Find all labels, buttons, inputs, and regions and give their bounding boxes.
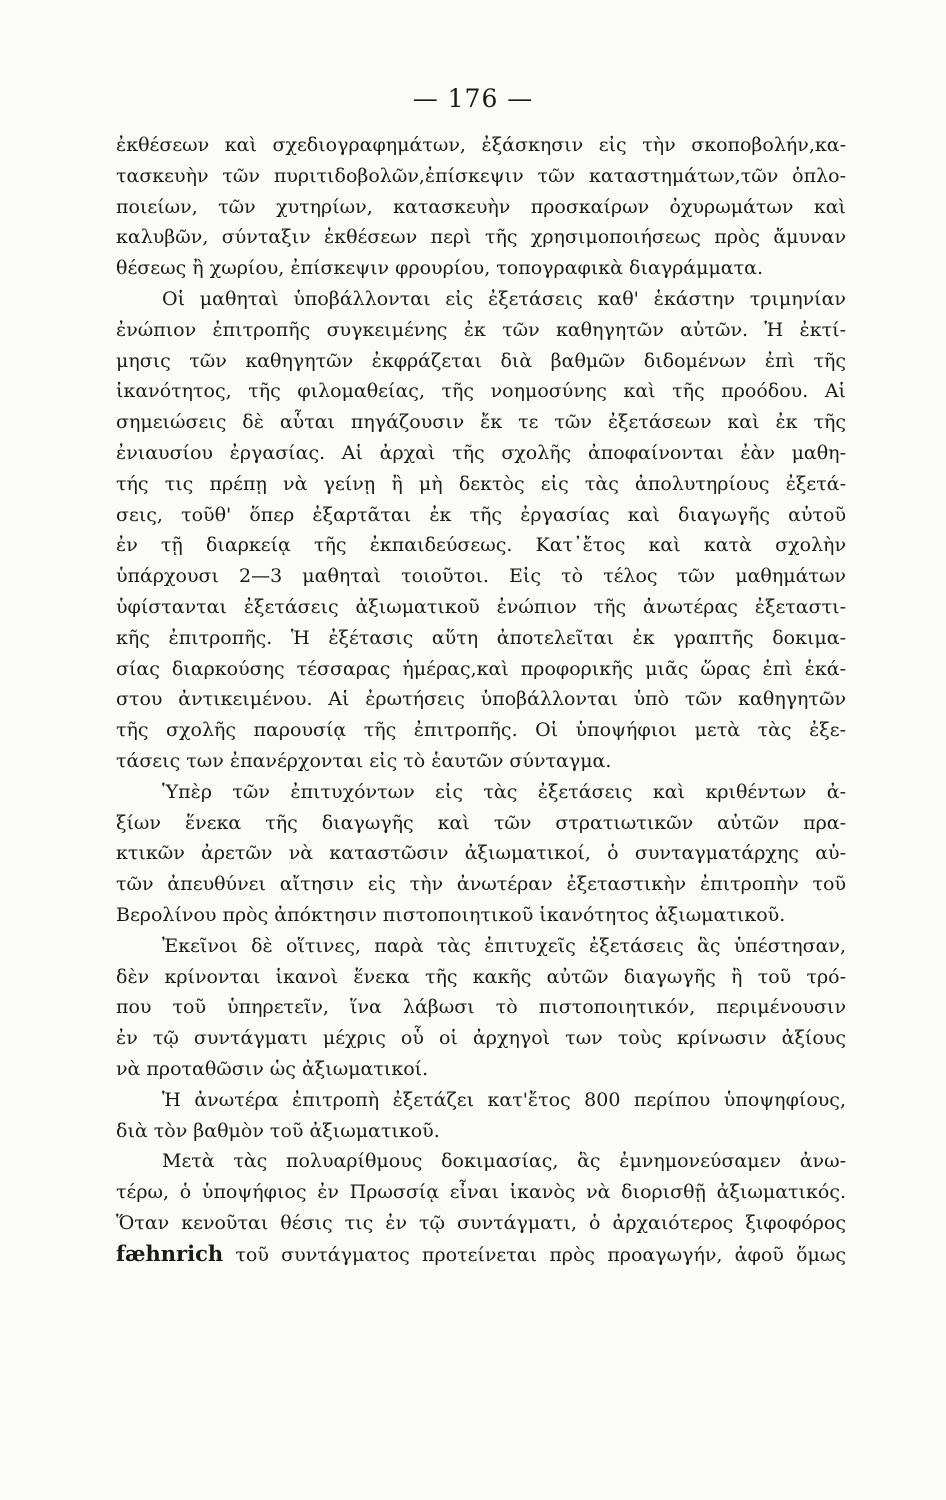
page-number: — 176 — [412, 84, 534, 113]
paragraph-start-line: Ὑπὲρ τῶν ἐπιτυχόντων εἰς τὰς ἐξετάσεις καὶ κριθέντων ἀ- [162, 780, 846, 803]
text-line: ὑφίστανται ἐξετάσεις ἀξιωματικοῦ ἐνώπιον τῆς ἀνωτέρας ἐξεταστι- [116, 595, 846, 618]
text-line: ἱκανότητος, τῆς φιλομαθείας, τῆς νοημοσύνης καὶ τῆς προόδου. Αἱ [116, 380, 846, 403]
final-text-line [116, 1239, 846, 1270]
paragraph-start-line: Μετὰ τὰς πολυαρίθμους δοκιμασίας, ἃς ἐμνημονεύσαμεν ἀνω- [162, 1150, 846, 1173]
text-line: τασκευὴν τῶν πυριτιδοβολῶν,ἐπίσκεψιν τῶν καταστημάτων,τῶν ὁπλο- [116, 164, 846, 187]
text-line: τής τις πρέπῃ νὰ γείνῃ ἢ μὴ δεκτὸς εἰς τὰς ἀπολυτηρίους ἐξετά- [116, 472, 846, 495]
text-line: ἐνιαυσίου ἐργασίας. Αἱ ἀρχαὶ τῆς σχολῆς ἀποφαίνονται ἐὰν μαθη- [116, 441, 846, 464]
text-line: διὰ τὸν βαθμὸν τοῦ ἀξιωματικοῦ. [116, 1119, 440, 1142]
text-line: δὲν κρίνονται ἱκανοὶ ἕνεκα τῆς κακῆς αὐτῶν διαγωγῆς ἢ τοῦ τρό- [116, 965, 846, 988]
text-line: ἐκθέσεων καὶ σχεδιογραφημάτων, ἐξάσκησιν εἰς τὴν σκοποβολήν,κα- [116, 134, 846, 156]
text-line: ξίων ἕνεκα τῆς διαγωγῆς καὶ τῶν στρατιωτικῶν αὐτῶν πρα- [116, 811, 846, 834]
text-line: νὰ προταθῶσιν ὡς ἀξιωματικοί. [116, 1057, 429, 1080]
body-text [116, 130, 846, 1269]
text-line: τέρω, ὁ ὑποψήφιος ἐν Πρωσσίᾳ εἶναι ἱκανὸς νὰ διορισθῇ ἀξιωματικός. [116, 1181, 846, 1204]
text-line: μησις τῶν καθηγητῶν ἐκφράζεται διὰ βαθμῶν διδομένων ἐπὶ τῆς [116, 349, 846, 372]
text-line: θέσεως ἢ χωρίου, ἐπίσκεψιν φρουρίου, τοπογραφικὰ διαγράμματα. [116, 257, 764, 280]
latin-word: fæhnrich [116, 1240, 224, 1266]
text-line: κῆς ἐπιτροπῆς. Ἡ ἐξέτασις αὕτη ἀποτελεῖται ἐκ γραπτῆς δοκιμα- [116, 626, 846, 649]
text-line: Ὅταν κενοῦται θέσις τις ἐν τῷ συντάγματι, ὁ ἀρχαιότερος ξιφοφόρος [116, 1211, 846, 1234]
paragraph-start-line: Οἱ μαθηταὶ ὑποβάλλονται εἰς ἐξετάσεις καθ' ἑκάστην τριμηνίαν [162, 287, 846, 310]
text-line: που τοῦ ὑπηρετεῖν, ἵνα λάβωσι τὸ πιστοποιητικόν, περιμένουσιν [116, 996, 846, 1019]
text-line: τῶν ἀπευθύνει αἴτησιν εἰς τὴν ἀνωτέραν ἐξεταστικὴν ἐπιτροπὴν τοῦ [116, 873, 846, 896]
text-line: ὑπάρχουσι 2—3 μαθηταὶ τοιοῦτοι. Εἰς τὸ τέλος τῶν μαθημάτων [116, 565, 846, 588]
text-line: ἐνώπιον ἐπιτροπῆς συγκειμένης ἐκ τῶν καθηγητῶν αὐτῶν. Ἡ ἐκτί- [116, 318, 846, 341]
text-line: τῆς σχολῆς παρουσίᾳ τῆς ἐπιτροπῆς. Οἱ ὑποψήφιοι μετὰ τὰς ἐξε- [116, 719, 846, 742]
final-line-rest: τοῦ συντάγματος προτείνεται πρὸς προαγωγήν, ἀφοῦ ὅμως [223, 1243, 846, 1266]
paragraph-start-line: Ἐκεῖνοι δὲ οἵτινες, παρὰ τὰς ἐπιτυχεῖς ἐξετάσεις ἃς ὑπέστησαν, [162, 934, 846, 957]
text-line: κτικῶν ἀρετῶν νὰ καταστῶσιν ἀξιωματικοί, ὁ συνταγματάρχης αὐ- [116, 842, 846, 865]
paragraph-start-line: Ἡ ἀνωτέρα ἐπιτροπὴ ἐξετάζει κατ'ἔτος 800 περίπου ὑποψηφίους, [162, 1088, 846, 1111]
text-line: σίας διαρκούσης τέσσαρας ἡμέρας,καὶ προφορικῆς μιᾶς ὥρας ἐπὶ ἑκά- [116, 657, 846, 680]
text-line: ἐν τῇ διαρκείᾳ τῆς ἐκπαιδεύσεως. Κατ᾽ἔτος καὶ κατὰ σχολὴν [116, 534, 846, 557]
text-line: ποιείων, τῶν χυτηρίων, κατασκευὴν προσκαίρων ὀχυρωμάτων καὶ [116, 195, 846, 218]
text-line: τάσεις των ἐπανέρχονται εἰς τὸ ἑαυτῶν σύνταγμα. [116, 749, 612, 772]
text-line: σεις, τοῦθ' ὅπερ ἐξαρτᾶται ἐκ τῆς ἐργασίας καὶ διαγωγῆς αὐτοῦ [116, 503, 846, 526]
text-line: Βερολίνου πρὸς ἀπόκτησιν πιστοποιητικοῦ ἱκανότητος ἀξιωματικοῦ. [116, 903, 786, 926]
text-line: ἐν τῷ συντάγματι μέχρις οὗ οἱ ἀρχηγοὶ των τοὺς κρίνωσιν ἀξίους [116, 1027, 846, 1050]
text-line: σημειώσεις δὲ αὗται πηγάζουσιν ἔκ τε τῶν ἐξετάσεων καὶ ἐκ τῆς [116, 411, 846, 434]
text-line: καλυβῶν, σύνταξιν ἐκθέσεων περὶ τῆς χρησιμοποιήσεως πρὸς ἄμυναν [116, 226, 846, 249]
text-line: στου ἀντικειμένου. Αἱ ἐρωτήσεις ὑποβάλλονται ὑπὸ τῶν καθηγητῶν [116, 688, 846, 711]
